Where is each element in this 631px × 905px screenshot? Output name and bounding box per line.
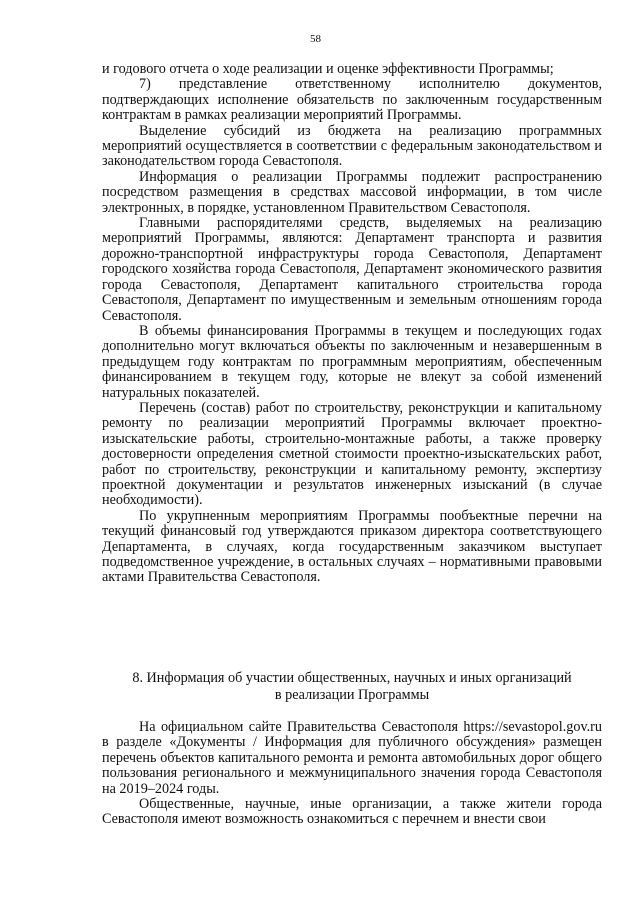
paragraph: Выделение субсидий из бюджета на реализацию программных мероприятий осуществляется в соответствии с федеральным законодательством и законодательством города Севастополя. bbox=[102, 122, 602, 170]
section-heading-line: в реализации Программы bbox=[274, 687, 430, 703]
paragraph: На официальном сайте Правительства Севастополя https://sevastopol.gov.ru в разделе «Документы / Информация для публичного обсуждения» размещен перечень объектов капитального ремонта и ремонта автомобильных дорог общего пользования регионального и межмуниципального значения города Севастополя на 2019–2024 годы. bbox=[102, 719, 602, 797]
page-number: 58 bbox=[310, 33, 321, 45]
paragraph: Перечень (состав) работ по строительству, реконструкции и капитальному ремонту по реализации мероприятий Программы включает проектно-изыскательские работы, строительно-монтажные работы, а также проверку достоверности определения сметной стоимости проектно-изыскательских работ, работ по строительству, реконструкции и капитальному ремонту, экспертизу проектной документации и результатов инженерных изысканий (в случае необходимости). bbox=[102, 399, 602, 509]
paragraph: По укрупненным мероприятиям Программы пообъектные перечни на текущий финансовый год утверждаются приказом директора соответствующего Департамента, в случаях, когда государственным заказчиком выступает подведомственное учреждение, в остальных случаях – нормативными правовыми актами Правительства Севастополя. bbox=[102, 507, 602, 586]
section-body bbox=[102, 720, 602, 828]
paragraph: В объемы финансирования Программы в текущем и последующих годах дополнительно могут включаться объекты по заключенным и незавершенным в предыдущем году контрактам по программным мероприятиям, обеспеченным финансированием в текущем году, которые не влекут за собой изменений натуральных показателей. bbox=[102, 322, 602, 401]
paragraph: Информация о реализации Программы подлежит распространению посредством размещения в средствах массовой информации, в том числе электронных, в порядке, установленном Правительством Севастополя. bbox=[102, 168, 602, 216]
document-body bbox=[102, 62, 602, 586]
section-heading bbox=[102, 670, 602, 704]
paragraph: и годового отчета о ходе реализации и оценке эффективности Программы; bbox=[102, 61, 554, 77]
paragraph: 7) представление ответственному исполнителю документов, подтверждающих исполнение обязательств по заключенным государственным контрактам в рамках реализации мероприятий Программы. bbox=[102, 76, 602, 124]
section-heading-line: 8. Информация об участии общественных, научных и иных организаций bbox=[132, 670, 572, 686]
paragraph: Главными распорядителями средств, выделяемых на реализацию мероприятий Программы, являются: Департамент транспорта и развития дорожно-транспортной инфраструктуры города Севастополя, Департамент городского хозяйства города Севастополя, Департамент экономического развития города Севастополя, Департамент капитального строительства города Севастополя, Департамент по имущественным и земельным отношениям города Севастополя. bbox=[102, 215, 602, 324]
paragraph: Общественные, научные, иные организации, а также жители города Севастополя имеют возможность ознакомиться с перечнем и внести свои bbox=[102, 796, 602, 828]
